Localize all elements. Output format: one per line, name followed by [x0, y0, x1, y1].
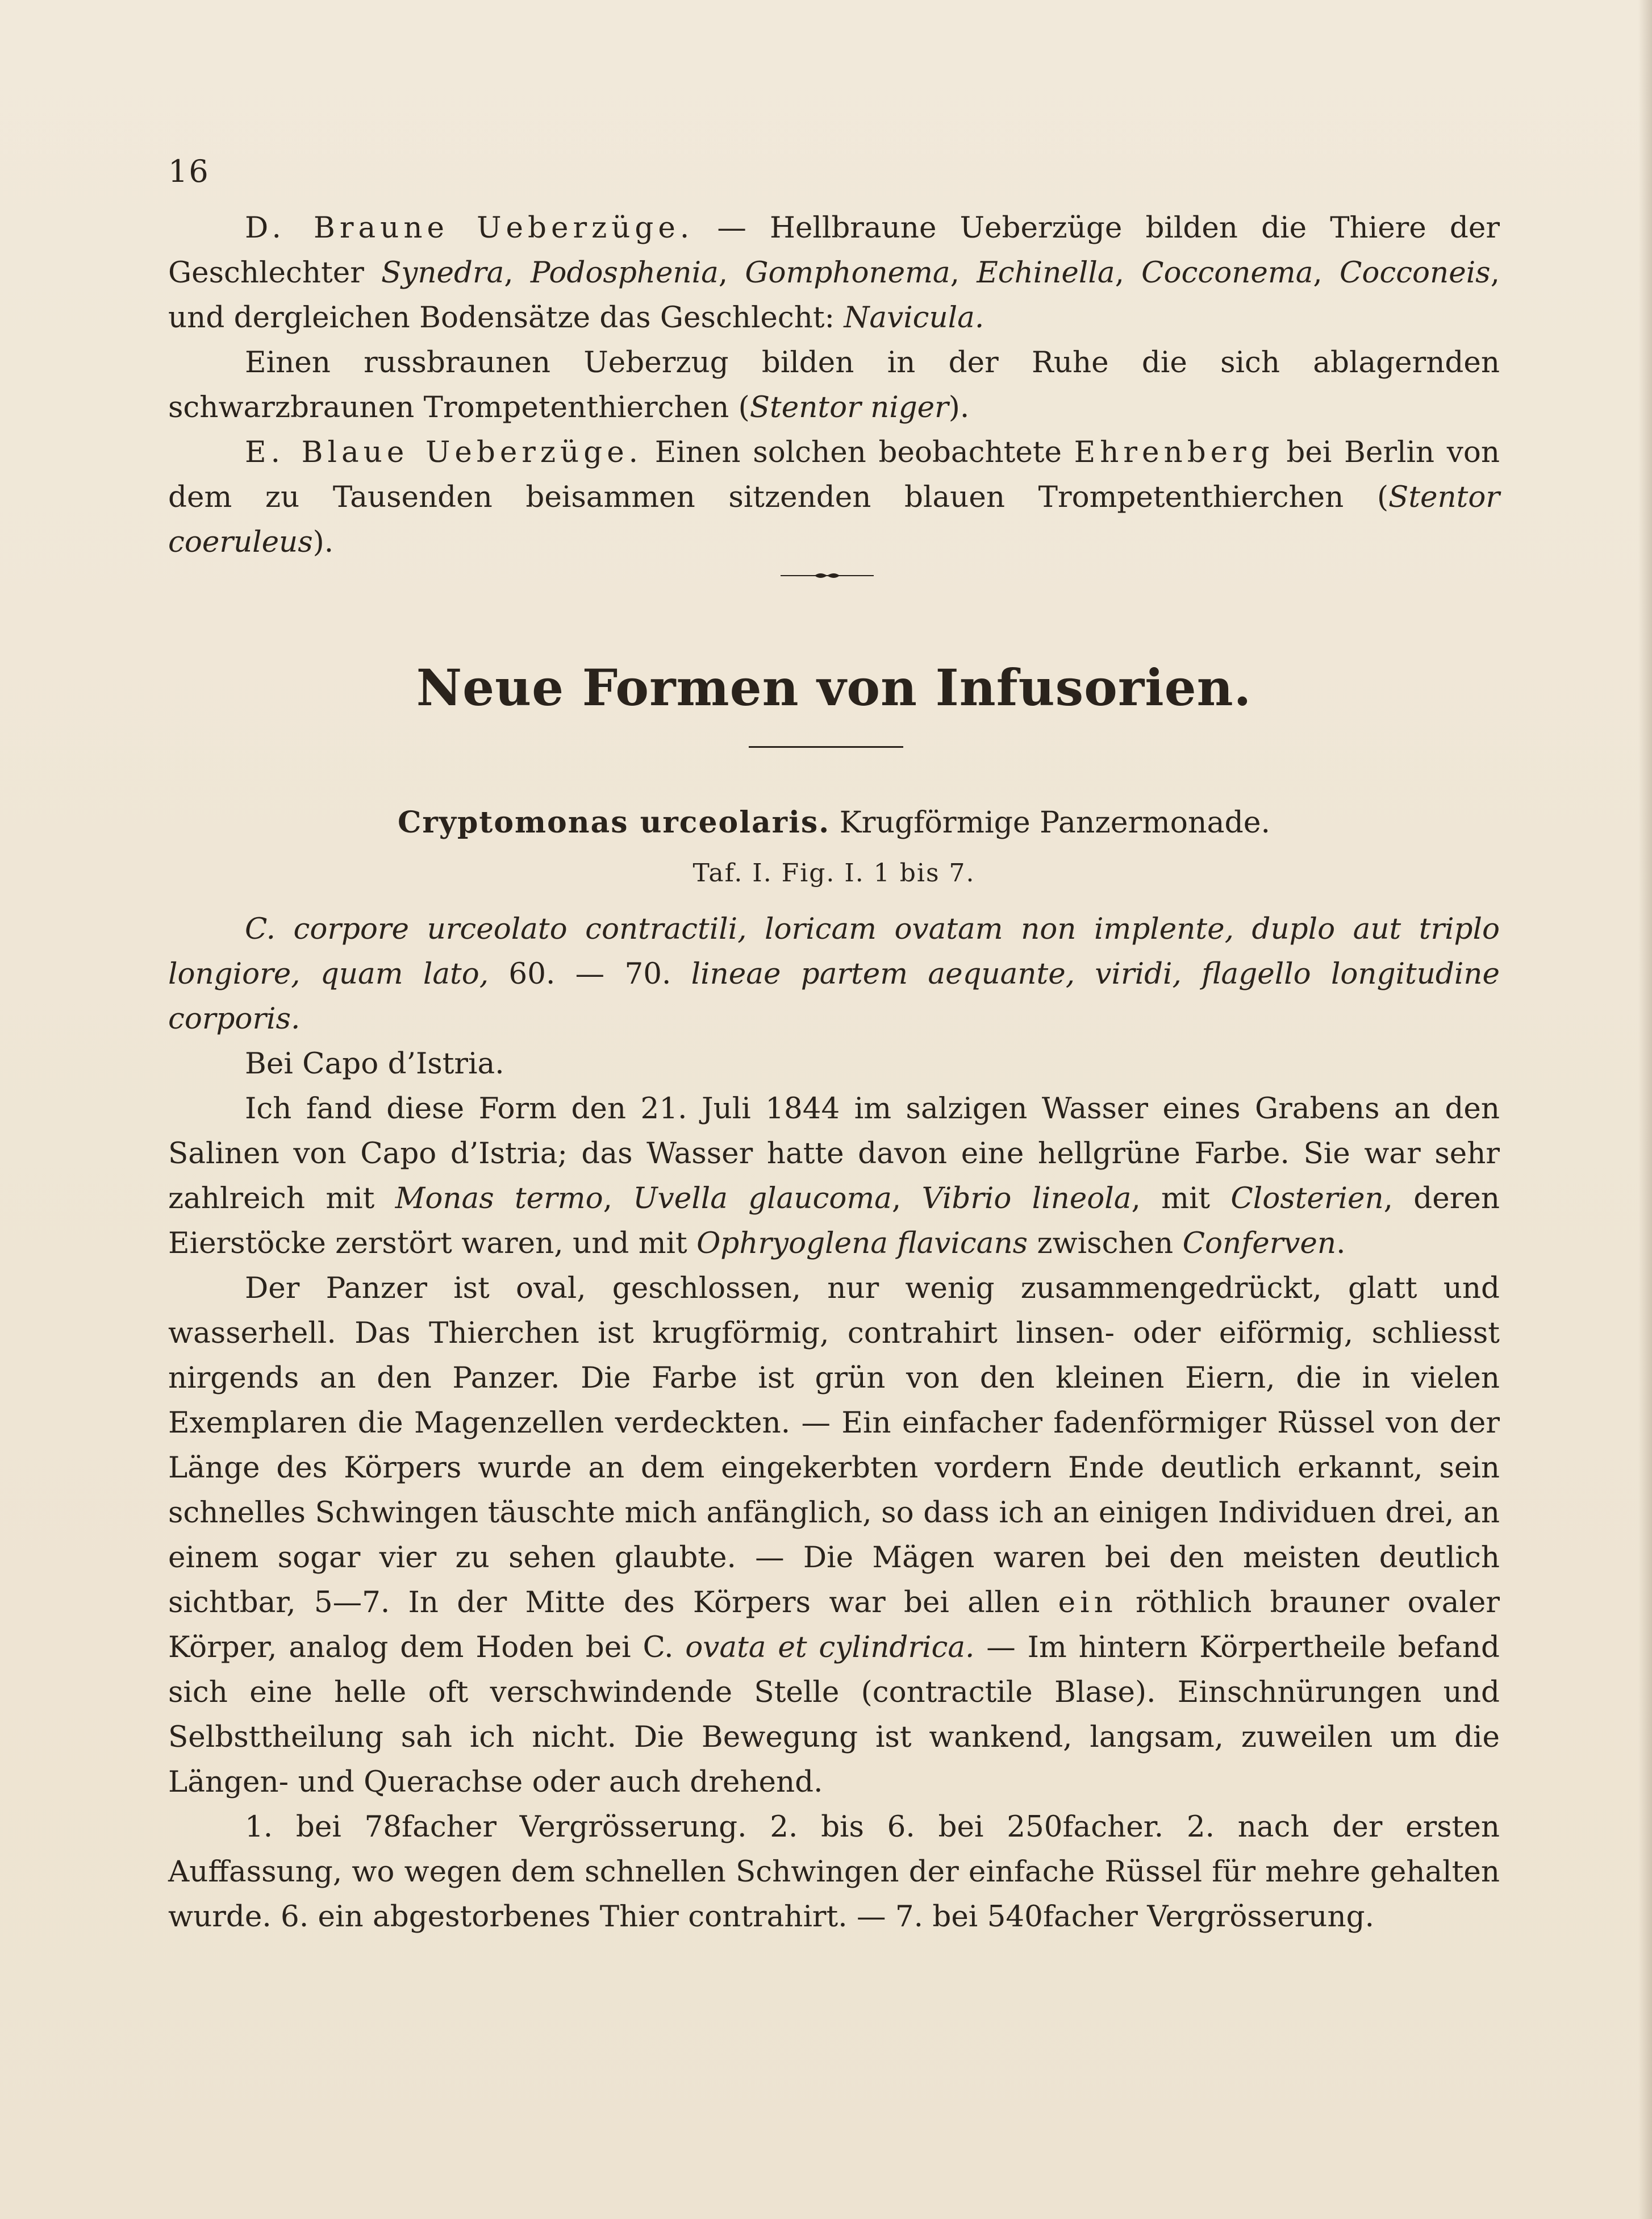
latin-diagnosis [168, 907, 1500, 1042]
paragraph-morphology [168, 1266, 1500, 1805]
text: , deren Eierstöcke zerstört waren, und mit [168, 1181, 1500, 1260]
text: Ich fand diese Form den 21. Juli 1844 im salzigen Wasser eines Grabens an den Salinen von Capo d’Istria; das Wasser hatte davon eine hellgrüne Farbe. Sie war sehr zahlreich mit [168, 1092, 1500, 1215]
text: und dergleichen Bodensätze das Geschlecht: [168, 301, 844, 335]
diagnosis-text: lineae partem aequante, viridi, flagello longitudine corporis. [168, 957, 1500, 1036]
heading-rule [749, 746, 903, 748]
emphasis-word: ein [1058, 1585, 1117, 1620]
diagnosis-text: C. corpore urceolato contractili, loricam ovatam non implente, duplo aut triplo longiore, quam lato, [168, 912, 1500, 991]
taxon-name: Podosphenia [530, 256, 719, 290]
text: — Im hintern Körpertheile befand sich eine helle oft verschwindende Stelle (contractile Blase). Einschnürungen und Selbsttheilung sah ich nicht. Die Bewegung ist wankend, langsam, zuweilen um die Längen- und Querachse oder auch drehend. [168, 1630, 1500, 1799]
locality: Bei Capo d’Istria. [245, 1047, 504, 1081]
text: , [891, 1181, 922, 1215]
taxon-name: Vibrio lineola [921, 1181, 1132, 1215]
taxon-name: Gomphonema [745, 256, 950, 290]
taxon-name: Closterien [1230, 1181, 1384, 1215]
text: Der Panzer ist oval, geschlossen, nur wenig zusammengedrückt, glatt und wasserhell. Das Thierchen ist krugförmig, contrahirt linsen- oder eiförmig, schliesst nirgends an den Panzer. Die Farbe ist grün von den kleinen Eiern, die in vielen Exemplaren die Magenzellen verdeckten. — Ein einfacher fadenförmiger Rüssel von der Länge des Körpers wurde an dem eingekerbten vordern Ende deutlich erkannt, sein schnelles Schwingen täuschte mich anfänglich, so dass ich an einigen Individuen drei, an einem sogar vier zu sehen glaubte. — Die Mägen waren bei den meisten deutlich sichtbar, 5—7. In der Mitte des Körpers war bei allen [168, 1271, 1500, 1620]
taxon-name: Echinella [977, 256, 1115, 290]
text: Einen solchen beobachtete [643, 435, 1074, 469]
taxon-name: ovata et cylindrica. [685, 1630, 975, 1664]
section-label-blue: E. Blaue Ueberzüge. [245, 435, 643, 469]
section-overlays [168, 206, 1500, 565]
text: . [1336, 1226, 1346, 1260]
taxon-name: Monas termo [395, 1181, 603, 1215]
species-latin-name: Cryptomonas urceolaris. [397, 805, 831, 840]
text: Einen russbraunen Ueberzug bilden in der Ruhe die sich ablagernden schwarzbraunen Trompetenthierchen ( [168, 345, 1500, 424]
taxon-name: Ophryoglena flavicans [696, 1226, 1028, 1260]
taxon-name: Cocconema [1141, 256, 1313, 290]
page-edge-shadow [1638, 0, 1652, 2219]
diagnosis-numbers: 60. — 70. [508, 957, 671, 991]
paragraph-blue-coatings [168, 430, 1500, 565]
text: ). [312, 525, 334, 559]
text: röthlich brauner ovaler Körper, analog dem Hoden bei C. [168, 1585, 1500, 1664]
taxon-name: Synedra [381, 256, 504, 290]
text: — Hellbraune Ueberzüge bilden die Thiere der Geschlechter [168, 211, 1500, 290]
figure-caption: 1. bei 78facher Vergrösserung. 2. bis 6. bei 250facher. 2. nach der ersten Auffassung, wo wegen dem schnellen Schwingen der einfache Rüssel für mehre gehalten wurde. 6. ein abgestorbenes Thier contrahirt. — 7. bei 540facher Vergrösserung. [168, 1810, 1500, 1934]
taxon-name: Conferven [1182, 1226, 1337, 1260]
section-heading: Neue Formen von Infusorien. [416, 658, 1252, 717]
section-divider-ornament [781, 571, 874, 580]
paragraph-brown-coatings: D. Braune Ueberzüge. — Hellbraune Ueberzüge bilden die Thiere der Geschlechter Synedra, Podosphenia, Gomphonema, Echinella, Cocconema, Cocconeis, und dergleichen Bodensätze das Geschlecht: Navicula. [168, 211, 1500, 335]
text: , mit [1131, 1181, 1231, 1215]
text: , [603, 1181, 633, 1215]
species-german-name: Krugförmige Panzermonade. [830, 806, 1271, 840]
page-number: 16 [168, 153, 210, 189]
author-name: Ehrenberg [1074, 435, 1274, 469]
taxon-name: Cocconeis [1339, 256, 1491, 290]
taxon-name: Navicula. [844, 301, 984, 335]
species-title [168, 800, 1500, 846]
text: bei Berlin von dem zu Tausenden beisammen sitzenden blauen Trompetenthierchen ( [168, 435, 1500, 514]
section-label-brown: D. Braune Ueberzüge. [245, 211, 694, 245]
text: zwischen [1028, 1226, 1183, 1260]
taxon-name: Stentor coeruleus [168, 480, 1500, 559]
species-description [168, 907, 1500, 1939]
taxon-name: Stentor niger [749, 390, 949, 424]
text: ). [948, 390, 970, 424]
paragraph-finding [168, 1086, 1500, 1266]
plate-reference: Taf. I. Fig. I. 1 bis 7. [692, 859, 975, 888]
taxon-name: Uvella glaucoma [633, 1181, 892, 1215]
paragraph-stentor-niger [168, 340, 1500, 430]
